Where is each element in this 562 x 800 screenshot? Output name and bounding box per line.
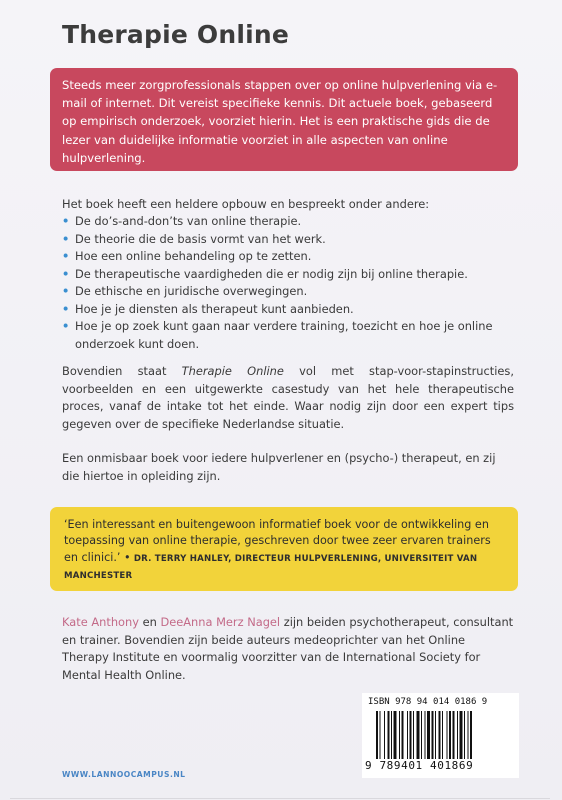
list-item	[62, 266, 514, 284]
bullet-icon: •	[62, 284, 70, 298]
list-item-text: De do’s-and-don’ts van online therapie.	[75, 214, 302, 228]
bullet-icon: •	[62, 214, 70, 228]
author-name-2: DeeAnna Merz Nagel	[160, 615, 281, 629]
bullet-icon: •	[62, 319, 70, 333]
bottom-divider	[10, 798, 550, 799]
quote-text: ‘Een interessant en buitengewoon informatief boek voor de ontwikkeling en toepassing van online therapie, geschreven door twee zeer ervaren trainers en clinici.’ •	[64, 518, 491, 564]
isbn-label: ISBN 978 94 014 0186 9	[368, 697, 488, 707]
list-item	[62, 301, 514, 319]
list-item-text: Hoe je je diensten als therapeut kunt aanbieden.	[75, 301, 354, 316]
quote-credit: DR. TERRY HANLEY, DIRECTEUR HULPVERLENING, UNIVERSITEIT VAN MANCHESTER	[64, 553, 478, 582]
list-item-text: De ethische en juridische overwegingen.	[75, 284, 308, 298]
list-item	[62, 231, 514, 249]
authors-paragraph	[62, 614, 514, 684]
quote-box	[50, 507, 518, 591]
list-item-text: Hoe een online behandeling op te zetten.	[75, 249, 312, 263]
barcode-number: 9 789401 401869	[365, 759, 474, 772]
list-item-text: De therapeutische vaardigheden die er nodig zijn bij online therapie.	[75, 266, 468, 281]
barcode	[362, 693, 519, 778]
list-item-text: Hoe je op zoek kunt gaan naar verdere training, toezicht en hoe je online onderzoek kunt doen.	[75, 319, 493, 351]
authors-bio: zijn beiden psychotherapeut, consultant en trainer. Bovendien zijn beide auteurs medeoprichter van het Online Therapy Institute en voormalig voorzitter van de International Society for Mental Health Online.	[62, 615, 514, 682]
intro-box	[50, 68, 518, 171]
publisher-website[interactable]: WWW.LANNOOCAMPUS.NL	[62, 770, 186, 779]
bullet-icon: •	[62, 266, 70, 281]
lead-text: Het boek heeft een heldere opbouw en bespreekt onder andere:	[62, 197, 430, 211]
list-item	[62, 248, 514, 266]
list-item-text: De theorie die de basis vormt van het werk.	[75, 231, 326, 246]
author-name-1: Kate Anthony	[62, 615, 139, 629]
bullet-icon: •	[62, 301, 70, 316]
topic-list	[62, 213, 514, 353]
list-item	[62, 283, 514, 301]
list-item	[62, 318, 514, 353]
book-title: Therapie Online	[62, 20, 290, 49]
bullet-icon: •	[62, 231, 70, 246]
description-book-title: Therapie Online	[181, 364, 284, 378]
barcode-bars	[376, 711, 506, 759]
description-before: Bovendien staat	[62, 364, 182, 378]
audience-paragraph: Een onmisbaar boek voor iedere hulpverlener en (psycho-) therapeut, en zij die hiertoe in opleiding zijn.	[62, 451, 496, 483]
description-paragraph	[62, 363, 514, 433]
authors-connector: en	[138, 615, 161, 629]
description-after: vol met stap-voor-stapinstructies, voorbeelden en een uitgewerkte casestudy van het hele therapeutische proces, vanaf de intake tot het einde. Waar nodig zijn door een expert tips gegeven over de specifieke Nederlandse situatie.	[62, 364, 514, 431]
list-item	[62, 213, 514, 231]
bullet-icon: •	[62, 249, 70, 263]
intro-text: Steeds meer zorgprofessionals stappen over op online hulpverlening via e-mail of internet. Dit vereist specifieke kennis. Dit actuele boek, gebaseerd op empirisch onderzoek, voorziet hierin. Het is een praktische gids die de lezer van duidelijke informatie voorziet in alle aspecten van online hulpverlening.	[62, 78, 498, 165]
